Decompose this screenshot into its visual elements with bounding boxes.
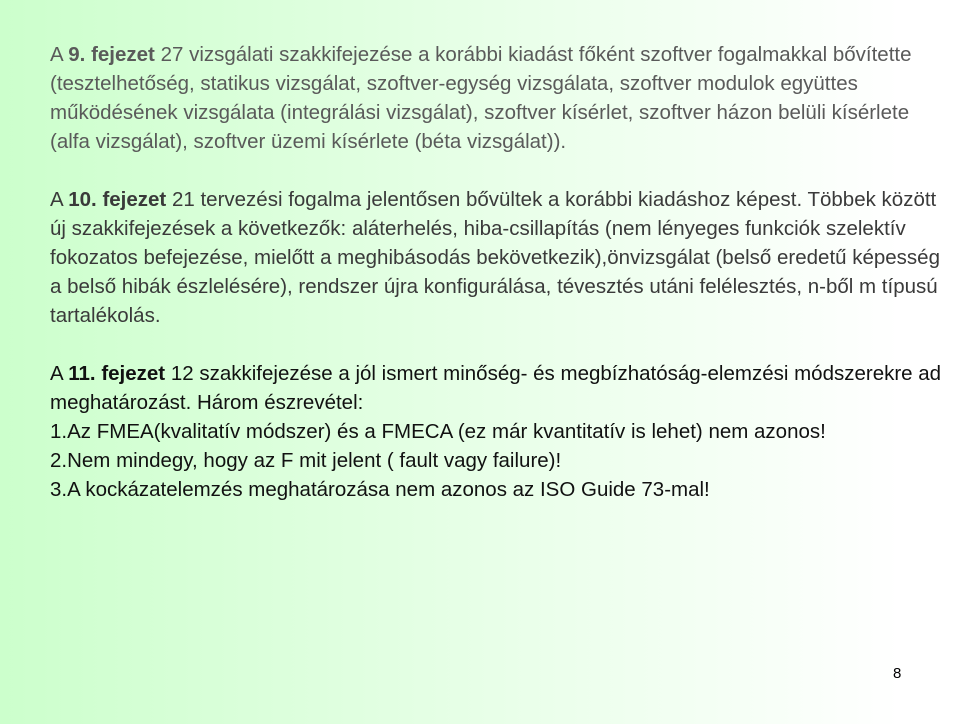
chapter-11-intro bbox=[50, 359, 950, 417]
slide-content bbox=[50, 40, 950, 504]
remark-item: 3.A kockázatelemzés meghatározása nem azonos az ISO Guide 73-mal! bbox=[50, 478, 710, 501]
paragraph-chapter-9 bbox=[50, 40, 950, 156]
chapter-prefix: A bbox=[50, 362, 69, 385]
chapter-prefix: A bbox=[50, 43, 69, 66]
paragraph-chapter-10 bbox=[50, 185, 950, 330]
paragraph-chapter-11 bbox=[50, 359, 950, 504]
chapter-word: fejezet bbox=[101, 362, 166, 385]
chapter-number: 9. bbox=[68, 43, 86, 66]
chapter-number: 10. bbox=[68, 188, 97, 211]
chapter-prefix: A bbox=[50, 188, 69, 211]
chapter-9-text: 27 vizsgálati szakkifejezése a korábbi kiadást főként szoftver fogalmakkal bővítette (tesztelhetőség, statikus vizsgálat, szoftver-egység vizsgálata, szoftver modulok együttes működésének vizsgálata (integrálási vizsgálat), szoftver kísérlet, szoftver házon belüli kísérlete (alfa vizsgálat), szoftver üzemi kísérlete (béta vizsgálat)). bbox=[50, 43, 912, 153]
page-number: 8 bbox=[893, 665, 902, 682]
chapter-word: fejezet bbox=[102, 188, 167, 211]
chapter-10-text: 21 tervezési fogalma jelentősen bővültek a korábbi kiadáshoz képest. Többek között új szakkifejezések a következők: aláterhelés, hiba-csillapítás (nem lényeges funkciók szelektív fokozatos befejezése, mielőtt a meghibásodás bekövetkezik),önvizsgálat (belső eredetű képesség a belső hibák észlelésére), rendszer újra konfigurálása, tévesztés utáni felélesztés, n-ből m típusú tartalékolás. bbox=[50, 188, 940, 327]
chapter-number: 11. bbox=[68, 362, 96, 385]
remark-item: 2.Nem mindegy, hogy az F mit jelent ( fault vagy failure)! bbox=[50, 449, 562, 472]
chapter-word: fejezet bbox=[91, 43, 155, 66]
chapter-11-text: 12 szakkifejezése a jól ismert minőség- és megbízhatóság-elemzési módszerekre ad meghatározást. Három észrevétel: bbox=[50, 362, 942, 414]
remark-item: 1.Az FMEA(kvalitatív módszer) és a FMECA (ez már kvantitatív is lehet) nem azonos! bbox=[50, 420, 826, 443]
